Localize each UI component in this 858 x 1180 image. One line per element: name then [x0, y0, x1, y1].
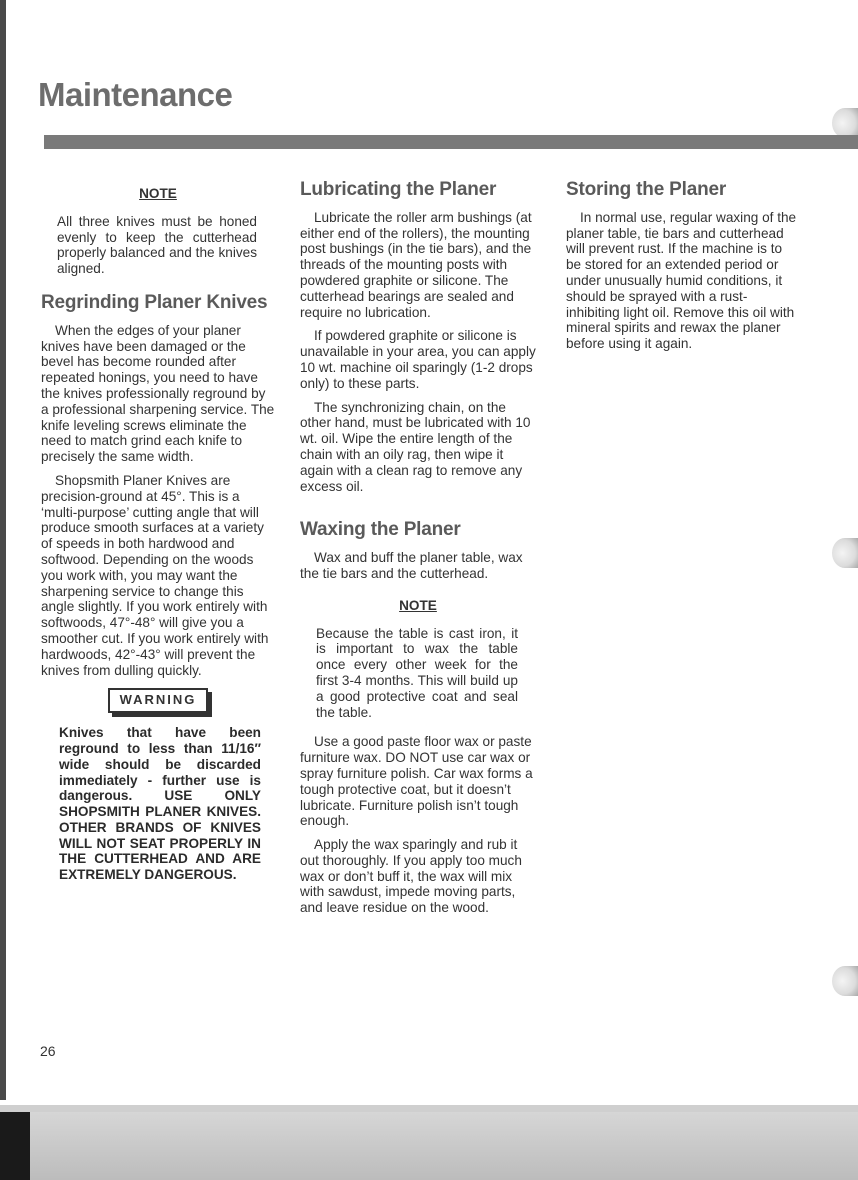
warning-label-wrap [41, 688, 275, 713]
lubricate-heading: Lubricating the Planer [300, 179, 497, 200]
left-column [41, 182, 275, 883]
lubricate-paragraph-3: The synchronizing chain, on the other hand, must be lubricated with 10 wt. oil. Wipe the entire length of the chain with an oily rag, then wipe it again with a clean rag to remove any excess oil. [300, 399, 531, 494]
regrind-paragraph-2: Shopsmith Planer Knives are precision-ground at 45°. This is a ‘multi-purpose’ cutting angle that will produce smooth surfaces at a variety of speeds in both hardwood and softwood. Depending on the woods you work with, you may want the sharpening service to change this angle slightly. If you work entirely with softwoods, 47°-48° will give you a smoother cut. If you work entirely with hardwoods, 42°-43° will prevent the knives from dulling quickly. [41, 472, 269, 678]
scan-left-edge [0, 0, 6, 1100]
page-number: 26 [40, 1043, 56, 1059]
note-text: All three knives must be honed evenly to keep the cutterhead properly balanced and the knives aligned. [57, 213, 257, 277]
storing-paragraph-1: In normal use, regular waxing of the planer table, tie bars and cutterhead will prevent rust. If the machine is to be stored for an extended period or under unusually humid conditions, it should be sprayed with a rust-inhibiting light oil. Remove this oil with mineral spirits and rewax the planer before using it again. [566, 209, 797, 352]
scan-bottom-corner [0, 1112, 30, 1180]
note-heading: NOTE [139, 186, 177, 201]
lubricate-paragraph-2: If powdered graphite or silicone is unavailable in your area, you can apply 10 wt. machine oil sparingly (1-2 drops only) to these parts. [300, 328, 536, 391]
waxing-heading: Waxing the Planer [300, 519, 461, 541]
regrind-heading: Regrinding Planer Knives [41, 291, 268, 313]
waxing-note-text: Because the table is cast iron, it is important to wax the table once every other week for the first 3-4 months. This will build up a good protective coat and seal the table. [316, 625, 518, 720]
scan-bottom-shadow [30, 1112, 858, 1180]
storing-heading: Storing the Planer [566, 179, 727, 200]
middle-column [300, 179, 536, 924]
regrind-paragraph-1: When the edges of your planer knives have been damaged or the bevel has become rounded after repeated honings, you need to have the knives professionally reground by a professional sharpening service. The knife leveling screws eliminate the need to match grind each knife to precisely the same width. [41, 322, 275, 465]
waxing-note-heading: NOTE [399, 597, 437, 613]
warning-label: WARNING [108, 688, 209, 713]
page-title: Maintenance [38, 76, 233, 113]
waxing-paragraph-1: Wax and buff the planer table, wax the tie bars and the cutterhead. [300, 550, 523, 581]
waxing-paragraph-2: Use a good paste floor wax or paste furniture wax. DO NOT use car wax or spray furniture polish. Car wax forms a tough protective coat, but it doesn’t lubricate. Furniture polish isn’t tough enough. [300, 734, 533, 829]
waxing-paragraph-3: Apply the wax sparingly and rub it out thoroughly. If you apply too much wax or don’t buff it, the wax will mix with sawdust, impede moving parts, and leave residue on the wood. [300, 837, 522, 916]
binder-hole-bottom [832, 966, 858, 996]
warning-text: Knives that have been reground to less than 11/16″ wide should be discarded immediately - further use is dangerous. USE ONLY SHOPSMITH PLANER KNIVES. OTHER BRANDS OF KNIVES WILL NOT SEAT PROPERLY IN THE CUTTERHEAD AND ARE EXTREMELY DANGEROUS. [59, 725, 261, 883]
binder-hole-middle [832, 538, 858, 568]
title-rule [44, 135, 858, 149]
binder-hole-top [832, 108, 858, 138]
right-column [566, 179, 800, 360]
lubricate-paragraph-1: Lubricate the roller arm bushings (at either end of the rollers), the mounting post bushings (in the tie bars), and the threads of the mounting posts with powdered graphite or silicone. The cutterhead bearings are sealed and require no lubrication. [300, 209, 532, 320]
